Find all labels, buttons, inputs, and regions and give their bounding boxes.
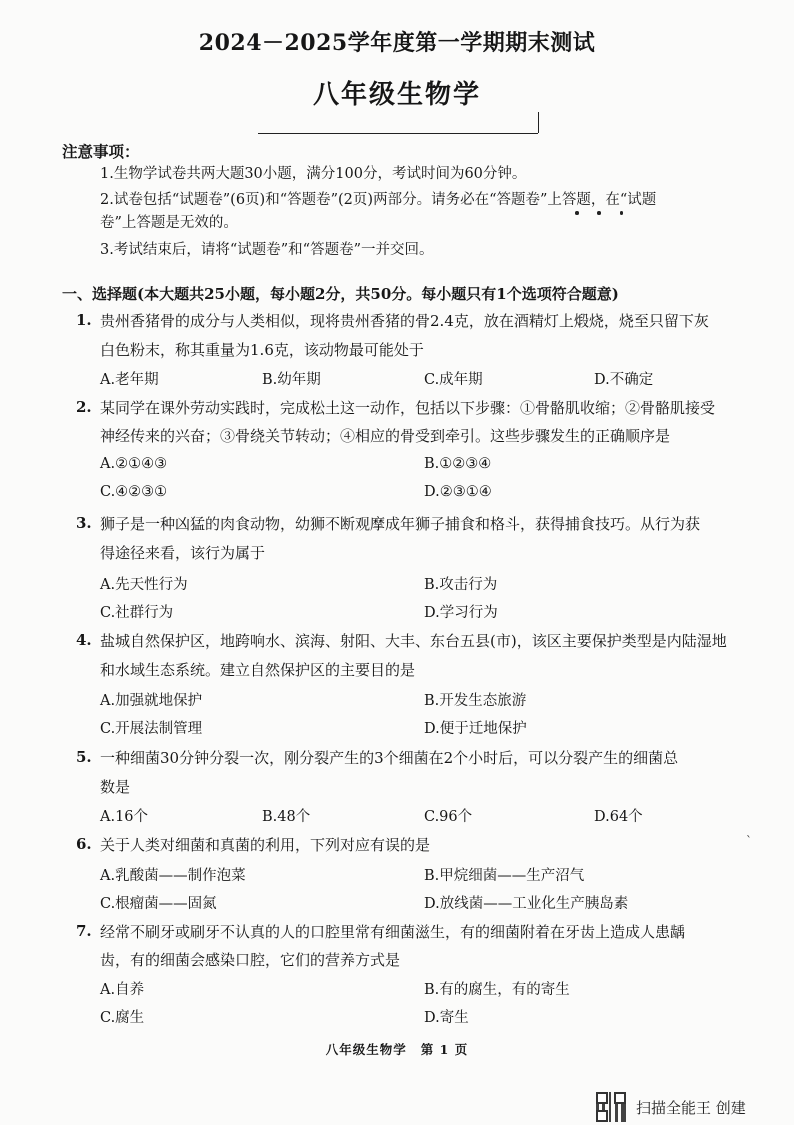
question-text: 和水域生态系统。建立自然保护区的主要目的是 <box>100 661 416 679</box>
option-c: C.开展法制管理 <box>100 721 203 737</box>
option-c: C.96个 <box>424 809 473 825</box>
footer-page-number: 第 1 页 <box>420 1042 469 1057</box>
notice-item-continued: 卷”上答题是无效的。 <box>100 215 238 231</box>
exam-subtitle: 八年级生物学 <box>312 80 481 110</box>
exam-title: 2024－2025学年度第一学期期末测试 <box>198 30 596 56</box>
question-number: 3. <box>76 514 92 532</box>
notice-item: 1.生物学试卷共两大题30小题，满分100分，考试时间为60分钟。 <box>100 166 527 182</box>
option-c: C.根瘤菌——固氮 <box>100 896 217 912</box>
question-number: 4. <box>76 631 92 649</box>
question-text: 关于人类对细菌和真菌的利用，下列对应有误的是 <box>100 836 431 854</box>
option-c: C.④②③① <box>100 484 168 500</box>
option-a: A.乳酸菌——制作泡菜 <box>100 868 246 884</box>
option-c: C.腐生 <box>100 1010 145 1026</box>
question-text: 得途径来看，该行为属于 <box>100 544 266 562</box>
option-b: B.幼年期 <box>262 372 321 388</box>
question-number: 2. <box>76 398 92 416</box>
option-d: D.不确定 <box>594 372 654 388</box>
question-text: 贵州香猪骨的成分与人类相似，现将贵州香猪的骨2.4克，放在酒精灯上煅烧，烧至只留下灰 <box>100 312 709 330</box>
option-a: A.②①④③ <box>100 456 168 472</box>
option-a: A.先天性行为 <box>100 577 188 593</box>
question-number: 7. <box>76 922 92 940</box>
name-line <box>258 133 538 134</box>
option-a: A.加强就地保护 <box>100 693 203 709</box>
question-text: 经常不刷牙或刷牙不认真的人的口腔里常有细菌滋生，有的细菌附着在牙齿上造成人患龋 <box>100 923 686 941</box>
notice-item: 3.考试结束后，请将“试题卷”和“答题卷”一并交回。 <box>100 242 434 258</box>
option-b: B.甲烷细菌——生产沼气 <box>424 868 585 884</box>
option-c: C.成年期 <box>424 372 483 388</box>
question-text: 齿，有的细菌会感染口腔，它们的营养方式是 <box>100 951 401 969</box>
option-b: B.48个 <box>262 809 311 825</box>
page-footer <box>0 1040 794 1058</box>
option-a: A.16个 <box>100 809 149 825</box>
option-c: C.社群行为 <box>100 605 174 621</box>
name-line-tick <box>538 112 539 133</box>
option-a: A.自养 <box>100 982 145 998</box>
notice-item-text: 2.试卷包括“试题卷”(6页)和“答题卷”(2页)两部分。请务必在“答题卷”上答题，在“试题 <box>100 192 657 208</box>
question-text: 数是 <box>100 778 131 796</box>
question-text: 盐城自然保护区，地跨响水、滨海、射阳、大丰、东台五县(市)，该区主要保护类型是内陆湿地 <box>100 632 727 650</box>
question-number: 6. <box>76 835 92 853</box>
option-d: D.学习行为 <box>424 605 498 621</box>
emphasis-dots <box>575 211 623 215</box>
qr-code-icon <box>596 1092 626 1122</box>
option-d: D.64个 <box>594 809 643 825</box>
question-text: 某同学在课外劳动实践时，完成松土这一动作，包括以下步骤：①骨骼肌收缩；②骨骼肌接受 <box>100 399 716 417</box>
scan-mark: ` <box>746 834 752 848</box>
question-number: 1. <box>76 311 92 329</box>
question-number: 5. <box>76 748 92 766</box>
option-d: D.②③①④ <box>424 484 492 500</box>
option-b: B.①②③④ <box>424 456 492 472</box>
scanner-watermark: 扫描全能王 创建 <box>636 1099 746 1117</box>
option-a: A.老年期 <box>100 372 159 388</box>
section-title: 一、选择题(本大题共25小题，每小题2分，共50分。每小题只有1个选项符合题意) <box>62 285 619 303</box>
question-text: 神经传来的兴奋；③骨绕关节转动；④相应的骨受到牵引。这些步骤发生的正确顺序是 <box>100 427 671 445</box>
question-text: 一种细菌30分钟分裂一次，刚分裂产生的3个细菌在2个小时后，可以分裂产生的细菌总 <box>100 749 679 767</box>
option-d: D.寄生 <box>424 1010 469 1026</box>
option-b: B.有的腐生，有的寄生 <box>424 982 570 998</box>
question-text: 狮子是一种凶猛的肉食动物，幼狮不断观摩成年狮子捕食和格斗，获得捕食技巧。从行为获 <box>100 515 701 533</box>
question-text: 白色粉末，称其重量为1.6克，该动物最可能处于 <box>100 341 424 359</box>
option-d: D.放线菌——工业化生产胰岛素 <box>424 896 629 912</box>
option-d: D.便于迁地保护 <box>424 721 527 737</box>
notice-item <box>100 190 656 210</box>
notice-heading: 注意事项： <box>62 142 140 161</box>
option-b: B.开发生态旅游 <box>424 693 527 709</box>
footer-subject: 八年级生物学 <box>325 1042 407 1057</box>
option-b: B.攻击行为 <box>424 577 498 593</box>
